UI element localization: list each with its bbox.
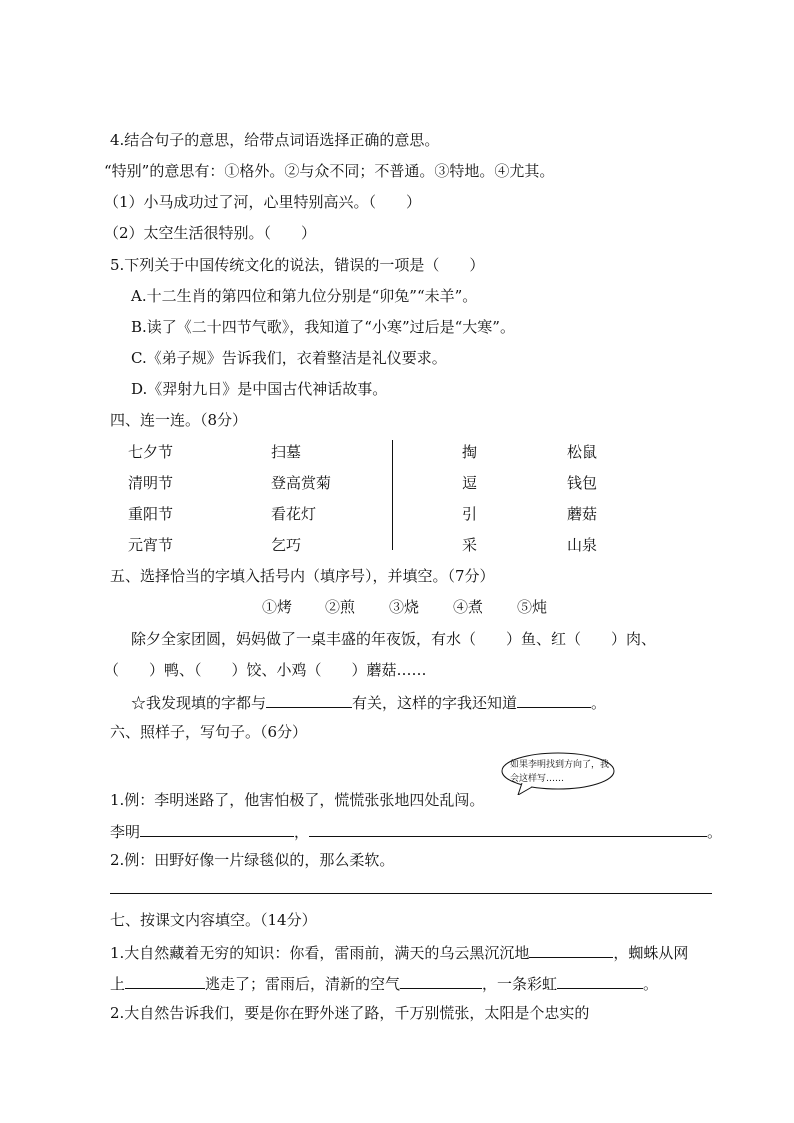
q5-option-b: B.读了《二十四节气歌》，我知道了“小寒”过后是“大寒”。 xyxy=(131,318,515,336)
s5-option-0: ①烤 xyxy=(262,598,293,616)
match-right2-0: 松鼠 xyxy=(567,443,598,461)
match-right1-0: 掏 xyxy=(462,443,478,461)
s7-blank-4[interactable] xyxy=(557,972,643,989)
s7-line-2-text-d: 。 xyxy=(643,975,659,993)
q5-option-c: C.《弟子规》告诉我们，衣着整洁是礼仪要求。 xyxy=(131,349,447,367)
s5-fill-text-a: ☆我发现填的字都与 xyxy=(131,694,267,712)
q5-title: 5.下列关于中国传统文化的说法，错误的一项是（ ） xyxy=(110,256,485,274)
s6-blank-1[interactable] xyxy=(140,820,294,837)
match-left2-0: 扫墓 xyxy=(271,443,302,461)
s7-line-1 xyxy=(110,941,688,963)
s5-fill-text-b: 有关，这样的字我还知道 xyxy=(352,694,518,712)
divider-line xyxy=(392,440,393,550)
s7-line-1-text-b: ，蜘蛛从网 xyxy=(613,944,689,962)
section4-title: 四、连一连。（8分） xyxy=(110,411,248,429)
s5-option-4: ⑤炖 xyxy=(517,598,548,616)
match-right2-3: 山泉 xyxy=(567,536,598,554)
speech-bubble-text: 如果李明找到方向了，我会这样写…… xyxy=(510,760,610,784)
q4-meaning: “特别”的意思有：①格外。②与众不同；不普通。③特地。④尤其。 xyxy=(104,162,555,180)
s6-example-2: 2.例：田野好像一片绿毯似的，那么柔软。 xyxy=(110,851,395,869)
s7-blank-3[interactable] xyxy=(400,972,482,989)
s7-line-2-text-c: ，一条彩虹 xyxy=(482,975,558,993)
s7-line-2-text-b: 逃走了；雷雨后，清新的空气 xyxy=(205,975,401,993)
s6-answer-1-comma: ， xyxy=(294,823,310,841)
s6-answer-2-line[interactable] xyxy=(110,893,712,894)
s7-blank-2[interactable] xyxy=(125,972,205,989)
s6-answer-1-label: 李明 xyxy=(110,823,141,841)
match-left2-2: 看花灯 xyxy=(271,505,317,523)
match-left1-0: 七夕节 xyxy=(128,443,174,461)
s6-blank-2[interactable] xyxy=(309,820,707,837)
s7-line-2 xyxy=(110,972,658,994)
s5-blank-1[interactable] xyxy=(266,691,352,708)
match-left1-1: 清明节 xyxy=(128,474,174,492)
match-right1-3: 采 xyxy=(462,536,478,554)
s5-option-3: ④煮 xyxy=(453,598,484,616)
match-left2-3: 乞巧 xyxy=(271,536,302,554)
match-right1-2: 引 xyxy=(462,505,478,523)
match-left1-3: 元宵节 xyxy=(128,536,174,554)
s7-line-3: 2.大自然告诉我们，要是你在野外迷了路，千万别慌张，太阳是个忠实的 xyxy=(110,1004,590,1022)
q4-title: 4.结合句子的意思，给带点词语选择正确的意思。 xyxy=(110,131,440,149)
section6-title: 六、照样子，写句子。（6分） xyxy=(110,723,308,741)
s6-answer-1 xyxy=(110,820,722,842)
match-right2-1: 钱包 xyxy=(567,474,598,492)
s5-fill-line xyxy=(131,691,606,713)
s5-blank-2[interactable] xyxy=(517,691,591,708)
q5-option-a: A.十二生肖的第四位和第九位分别是“卯兔”“未羊”。 xyxy=(131,287,478,305)
match-right1-1: 逗 xyxy=(462,474,478,492)
s6-answer-1-period: 。 xyxy=(707,823,723,841)
s5-fill-text-c: 。 xyxy=(591,694,607,712)
s5-paragraph-line2: （ ）鸭、（ ）饺、小鸡（ ）蘑菇…… xyxy=(104,661,427,679)
match-right2-2: 蘑菇 xyxy=(567,505,598,523)
section5-title: 五、选择恰当的字填入括号内（填序号），并填空。（7分） xyxy=(110,567,495,585)
s6-example-1: 1.例：李明迷路了，他害怕极了，慌慌张张地四处乱闯。 xyxy=(110,791,485,809)
section7-title: 七、按课文内容填空。（14分） xyxy=(110,911,317,929)
s7-line-2-text-a: 上 xyxy=(110,975,126,993)
match-left1-2: 重阳节 xyxy=(128,505,174,523)
s5-option-1: ②煎 xyxy=(325,598,356,616)
q4-sentence-1: （1）小马成功过了河，心里特别高兴。（ ） xyxy=(104,193,422,211)
q5-option-d: D.《羿射九日》是中国古代神话故事。 xyxy=(131,380,388,398)
s5-paragraph-line1: 除夕全家团圆，妈妈做了一桌丰盛的年夜饭，有水（ ）鱼、红（ ）肉、 xyxy=(131,630,657,648)
s7-line-1-text-a: 1.大自然藏着无穷的知识：你看，雷雨前，满天的乌云黑沉沉地 xyxy=(110,944,530,962)
q4-sentence-2: （2）太空生活很特别。（ ） xyxy=(104,224,317,242)
s5-option-2: ③烧 xyxy=(389,598,420,616)
match-left2-1: 登高赏菊 xyxy=(271,474,332,492)
s7-blank-1[interactable] xyxy=(529,941,613,958)
